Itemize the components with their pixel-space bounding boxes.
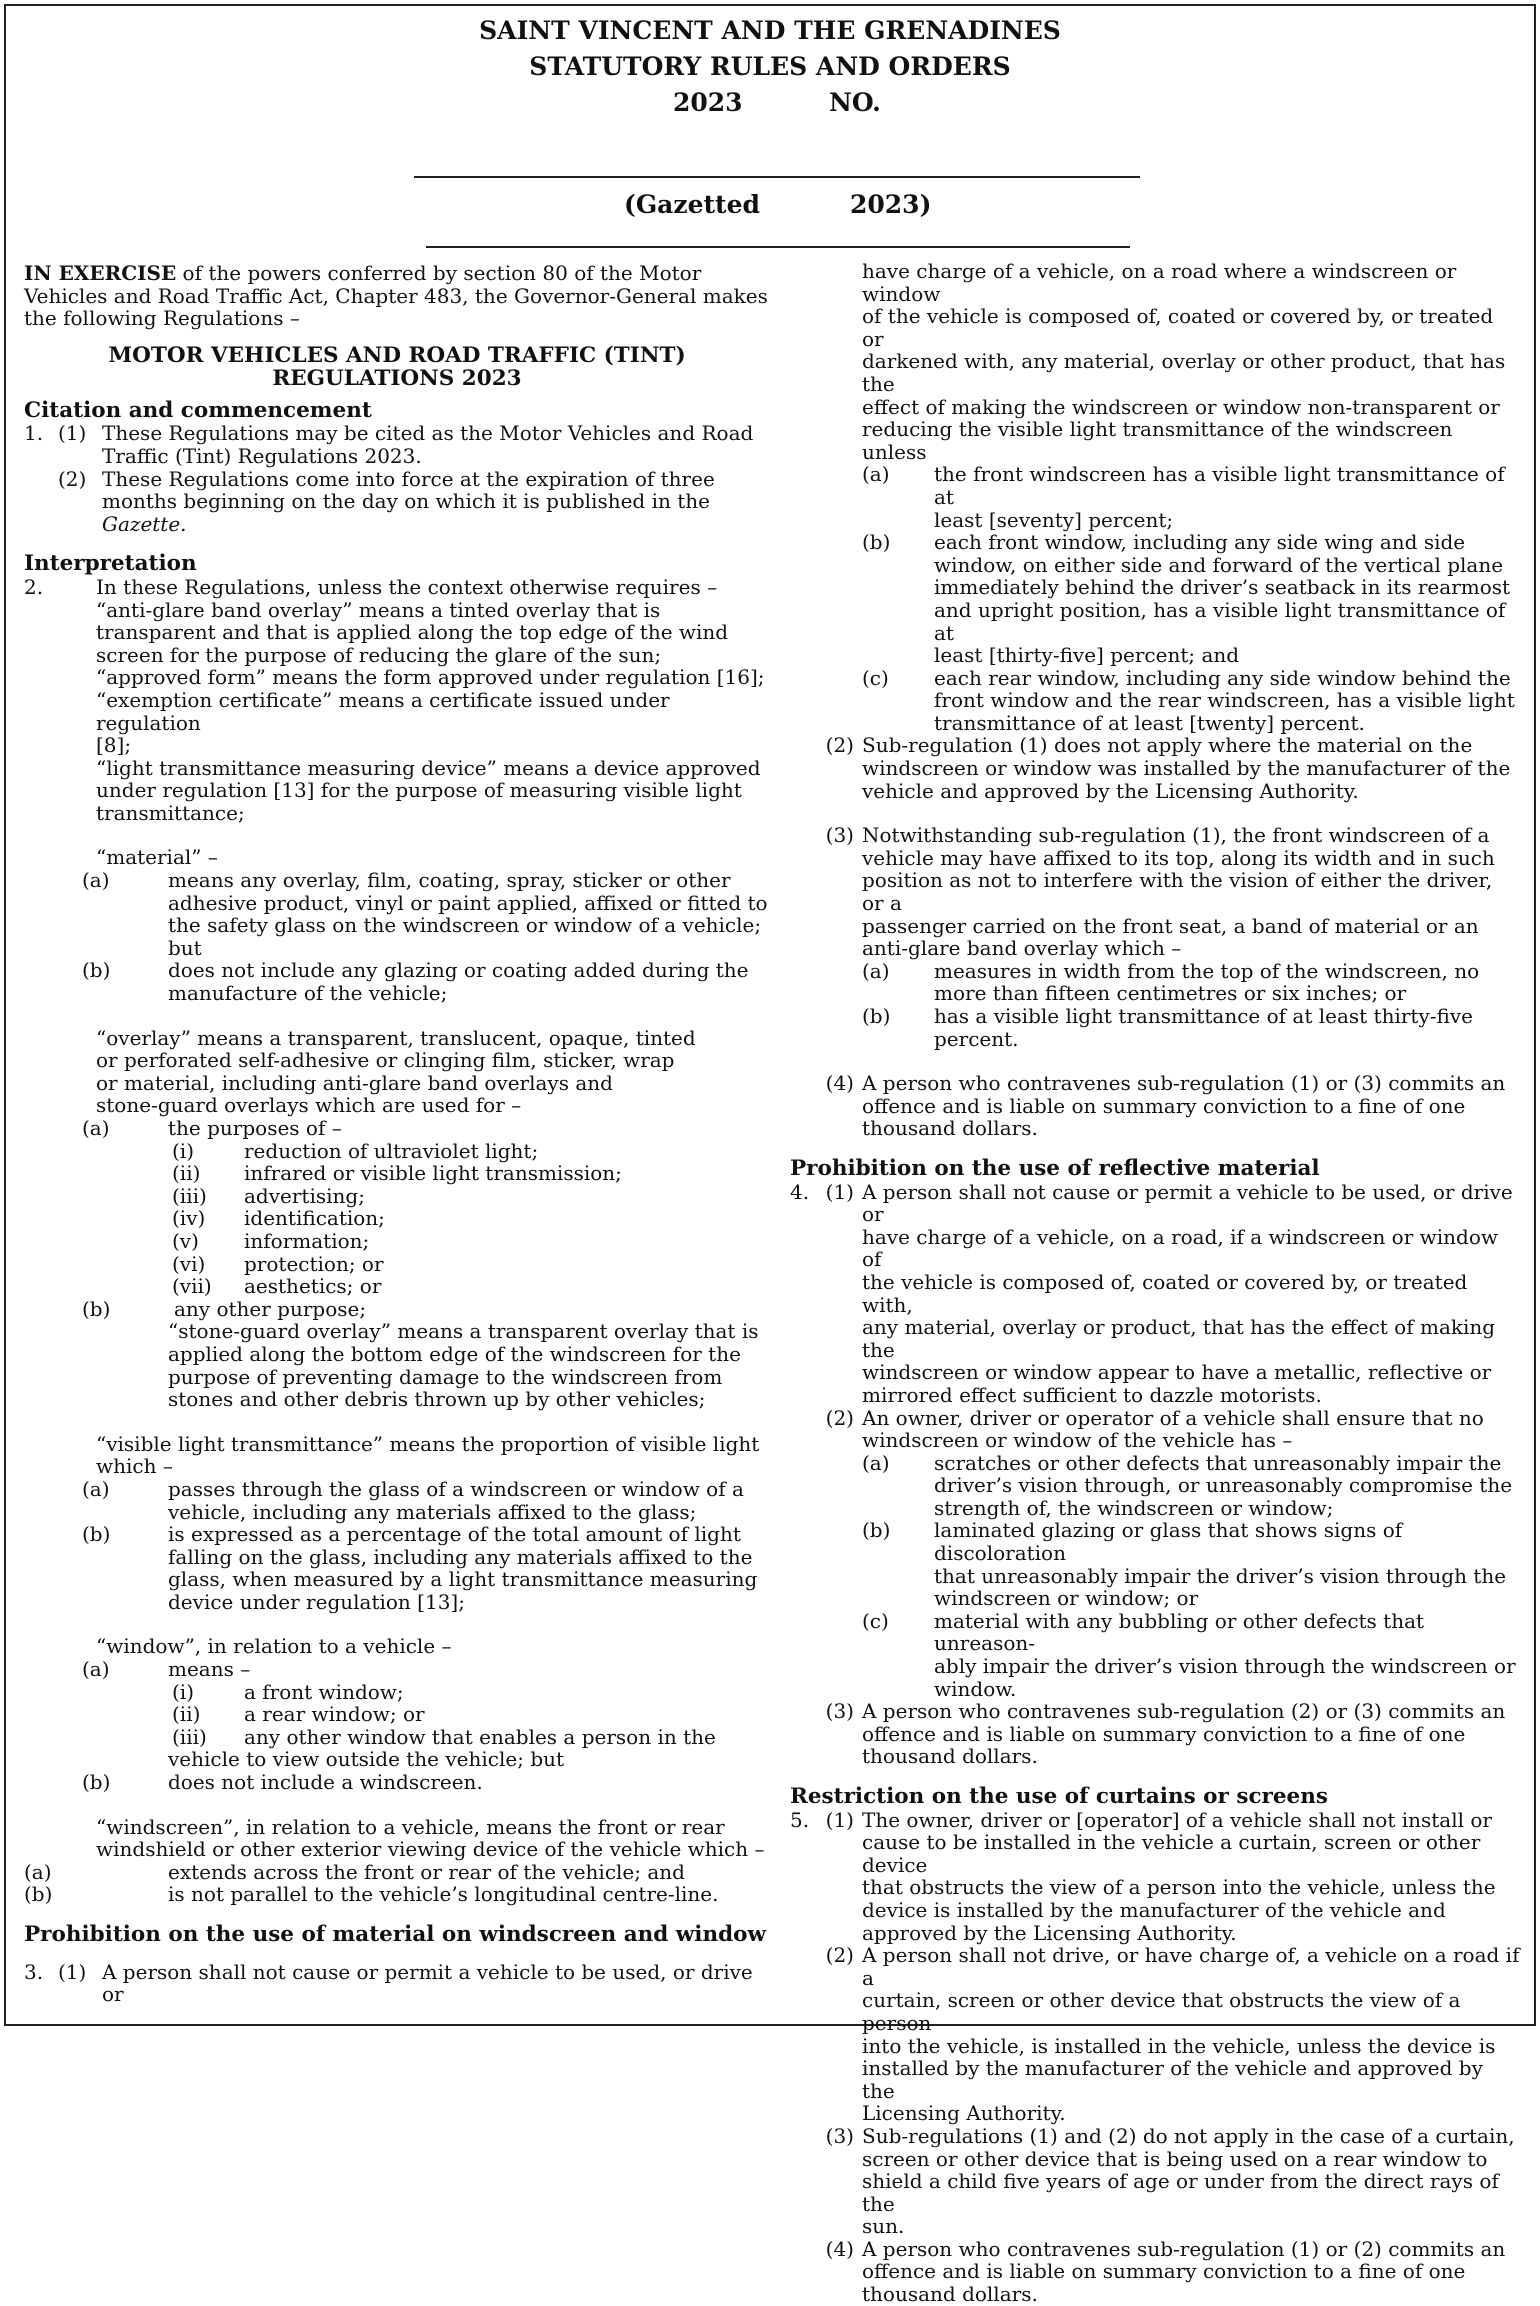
text-line: darkened with, any material, overlay or other product, that has the xyxy=(862,349,1506,396)
list-item: (c) material with any bubbling or other defects that unreason- xyxy=(862,1608,1425,1656)
right-column xyxy=(790,259,1520,2306)
reg-1-1: 1. (1) These Regulations may be cited as the Motor Vehicles and Road xyxy=(24,421,754,446)
text-line: “anti-glare band overlay” means a tinted overlay that is xyxy=(96,597,661,622)
definition-material: “material” – xyxy=(96,845,218,870)
text-line: that obstructs the view of a person into the vehicle, unless the xyxy=(862,1875,1496,1900)
text-line: vehicle may have affixed to its top, along its width and in such xyxy=(862,845,1495,870)
text-line: windscreen or window; or xyxy=(934,1586,1199,1611)
text-line: stone-guard overlays which are used for – xyxy=(96,1093,522,1118)
reg-5-1: 5. (1) The owner, driver or [operator] of a vehicle shall not install or xyxy=(790,1807,1492,1832)
text-line: transparent and that is applied along the top edge of the wind xyxy=(96,620,729,645)
list-item: (i) reduction of ultraviolet light; xyxy=(172,1138,539,1163)
text-line: screen or other device that is being used on a rear window to xyxy=(862,2146,1488,2171)
reg-4-1: 4. (1) A person shall not cause or permit a vehicle to be used, or drive or xyxy=(790,1179,1513,1227)
overlay-purposes-list xyxy=(24,1140,770,1298)
list-item: (b) any other purpose; xyxy=(82,1296,367,1321)
text-line: purpose of preventing damage to the windscreen from xyxy=(168,1364,723,1389)
list-item: (a) means – xyxy=(82,1657,251,1682)
list-item: (i) a front window; xyxy=(172,1679,404,1704)
reg-3-2: (2) Sub-regulation (1) does not apply where the material on the xyxy=(825,733,1473,758)
list-item: (b) does not include a windscreen. xyxy=(82,1770,483,1795)
text-line: vehicle and approved by the Licensing Authority. xyxy=(862,778,1359,803)
text-line: glass, when measured by a light transmittance measuring xyxy=(168,1567,758,1592)
definition-window: “window”, in relation to a vehicle – xyxy=(96,1634,452,1659)
preamble-line: the following Regulations – xyxy=(24,306,300,331)
list-item: (a) the purposes of – xyxy=(82,1116,342,1140)
text-line: falling on the glass, including any materials affixed to the xyxy=(168,1544,753,1569)
text-line: transmittance; xyxy=(96,800,245,825)
list-item: (c) each rear window, including any side window behind the xyxy=(862,665,1511,690)
definition-overlay: “overlay” means a transparent, translucent, opaque, tinted xyxy=(96,1025,696,1050)
text-line: strength of, the windscreen or window; xyxy=(934,1495,1334,1520)
text-line: vehicle to view outside the vehicle; but xyxy=(168,1747,565,1772)
text-line: thousand dollars. xyxy=(862,1116,1038,1141)
list-item: (vi) protection; or xyxy=(172,1251,384,1276)
text-line: approved by the Licensing Authority. xyxy=(862,1920,1237,1945)
heading-reflective: Prohibition on the use of reflective material xyxy=(790,1155,1320,1181)
definition-windscreen: “windscreen”, in relation to a vehicle, means the front or rear xyxy=(96,1814,725,1839)
text-line: windscreen or window appear to have a metallic, reflective or xyxy=(862,1360,1492,1385)
list-item: (b) is expressed as a percentage of the total amount of light xyxy=(82,1522,741,1547)
series-title: STATUTORY RULES AND ORDERS xyxy=(529,52,1011,81)
header-rule-bottom xyxy=(426,246,1130,248)
text-line: windscreen or window was installed by the manufacturer of the xyxy=(862,756,1511,781)
definition-vlt: “visible light transmittance” means the proportion of visible light xyxy=(96,1431,760,1456)
list-item: (b) does not include any glazing or coating added during the xyxy=(82,958,749,983)
text-line: more than fifteen centimetres or six inches; or xyxy=(934,981,1407,1006)
list-item: (b) laminated glazing or glass that shows signs of discoloration xyxy=(862,1518,1403,1566)
gazetted-label: (Gazetted xyxy=(624,190,760,219)
text-line: Gazette. xyxy=(102,511,187,536)
text-line: or perforated self-adhesive or clinging film, sticker, wrap xyxy=(96,1048,675,1073)
header-rule-top xyxy=(414,176,1140,178)
reg-3-4: (4) A person who contravenes sub-regulation (1) or (3) commits an xyxy=(825,1071,1506,1096)
text-line: the safety glass on the windscreen or window of a vehicle; xyxy=(168,913,762,938)
text-line: ably impair the driver’s vision through the windscreen or xyxy=(934,1654,1516,1679)
text-line: any material, overlay or product, that has the effect of making the xyxy=(862,1315,1496,1362)
text-line: of the vehicle is composed of, coated or covered by, or treated or xyxy=(862,304,1494,351)
text-line: percent. xyxy=(934,1026,1019,1051)
list-item: (a) passes through the glass of a windscreen or window of a xyxy=(82,1476,744,1501)
text-line: transmittance of at least [twenty] percent. xyxy=(934,710,1365,735)
text-line: and upright position, has a visible light transmittance of at xyxy=(934,597,1506,645)
list-item: (iii) any other window that enables a person in the xyxy=(172,1724,716,1749)
text-line: months beginning on the day on which it is published in the xyxy=(102,489,710,514)
text-line: screen for the purpose of reducing the glare of the sun; xyxy=(96,642,662,667)
reg-2: 2. In these Regulations, unless the context otherwise requires – xyxy=(24,574,718,599)
list-item: (a) extends across the front or rear of the vehicle; and xyxy=(24,1859,685,1884)
preamble: IN EXERCISE of the powers conferred by section 80 of the Motor xyxy=(24,261,702,285)
text-line: sun. xyxy=(862,2214,905,2239)
reg-5-4: (4) A person who contravenes sub-regulation (1) or (2) commits an xyxy=(825,2236,1506,2261)
list-item: (b) each front window, including any side wing and side xyxy=(862,530,1466,555)
list-item: (vii) aesthetics; or xyxy=(172,1274,382,1299)
text-line: offence and is liable on summary conviction to a fine of one xyxy=(862,2259,1466,2284)
text-line: stones and other debris thrown up by other vehicles; xyxy=(168,1387,706,1412)
year: 2023 xyxy=(673,88,743,117)
text-line: device under regulation [13]; xyxy=(168,1589,465,1614)
text-line: vehicle, including any materials affixed to the glass; xyxy=(168,1499,697,1524)
heading-prohibition-material: Prohibition on the use of material on windscreen and window xyxy=(24,1922,766,1947)
text-line: least [seventy] percent; xyxy=(934,507,1174,532)
reg-5-3: (3) Sub-regulations (1) and (2) do not apply in the case of a curtain, xyxy=(825,2123,1515,2148)
text-line: device is installed by the manufacturer of the vehicle and xyxy=(862,1897,1446,1922)
reg-5-2: (2) A person shall not drive, or have charge of, a vehicle on a road if a xyxy=(825,1943,1520,1990)
list-item: (b) is not parallel to the vehicle’s longitudinal centre-line. xyxy=(24,1882,719,1907)
text-line: shield a child five years of age or under from the direct rays of the xyxy=(862,2169,1499,2216)
text-line: adhesive product, vinyl or paint applied, affixed or fitted to xyxy=(168,890,768,915)
list-item: (ii) infrared or visible light transmission; xyxy=(172,1161,622,1186)
list-item: (a) measures in width from the top of the windscreen, no xyxy=(862,958,1480,983)
text-line: window. xyxy=(934,1676,1017,1701)
text-line: [8]; xyxy=(96,733,132,758)
text-line: offence and is liable on summary conviction to a fine of one xyxy=(862,1721,1466,1746)
text-line: window, on either side and forward of the vertical plane xyxy=(934,552,1504,577)
list-item: (b) has a visible light transmittance of at least thirty-five xyxy=(862,1004,1474,1028)
text-line: passenger carried on the front seat, a band of material or an xyxy=(862,913,1479,938)
text-line: under regulation [13] for the purpose of measuring visible light xyxy=(96,778,742,803)
heading-curtains: Restriction on the use of curtains or screens xyxy=(790,1784,1328,1809)
left-column xyxy=(24,262,770,2006)
text-line: into the vehicle, is installed in the vehicle, unless the device is xyxy=(862,2033,1496,2058)
text-line: but xyxy=(168,935,202,960)
text-line: windshield or other exterior viewing device of the vehicle which – xyxy=(96,1837,765,1862)
text-line: installed by the manufacturer of the vehicle and approved by the xyxy=(862,2056,1483,2103)
text-line: the vehicle is composed of, coated or covered by, or treated with, xyxy=(862,1269,1468,1317)
text-line: curtain, screen or other device that obstructs the view of a person xyxy=(862,1988,1461,2035)
text-line: anti-glare band overlay which – xyxy=(862,936,1182,961)
text-line: “exemption certificate” means a certificate issued under regulation xyxy=(96,687,670,735)
text-line: manufacture of the vehicle; xyxy=(168,981,448,1006)
text-line: that unreasonably impair the driver’s vision through the xyxy=(934,1563,1507,1588)
text-line: have charge of a vehicle, on a road, if a windscreen or window of xyxy=(862,1224,1498,1272)
reg-1-2: (2) These Regulations come into force at the expiration of three xyxy=(58,466,715,491)
list-item: (v) information; xyxy=(172,1228,370,1253)
text-line: reducing the visible light transmittance of the windscreen unless xyxy=(862,417,1453,464)
definition-stone-guard: “stone-guard overlay” means a transparent overlay that is xyxy=(168,1319,759,1344)
text-line: mirrored effect sufficient to dazzle motorists. xyxy=(862,1382,1322,1407)
reg-4-3: (3) A person who contravenes sub-regulation (2) or (3) commits an xyxy=(825,1699,1506,1724)
text-line: effect of making the windscreen or window non-transparent or xyxy=(862,394,1500,419)
no-label: NO. xyxy=(829,88,881,117)
text-line: least [thirty-five] percent; and xyxy=(934,643,1240,668)
text-line: cause to be installed in the vehicle a curtain, screen or other device xyxy=(862,1830,1481,1877)
reg-3-3: (3) Notwithstanding sub-regulation (1), the front windscreen of a xyxy=(825,823,1490,848)
list-item: (a) the front windscreen has a visible light transmittance of at xyxy=(862,462,1505,509)
text-line: Traffic (Tint) Regulations 2023. xyxy=(102,443,422,468)
heading-citation: Citation and commencement xyxy=(24,397,372,423)
list-item: (iv) identification; xyxy=(172,1206,385,1231)
preamble-line: Vehicles and Road Traffic Act, Chapter 483, the Governor-General makes xyxy=(24,283,768,308)
text-line: “approved form” means the form approved under regulation [16]; xyxy=(96,665,765,690)
text-line: thousand dollars. xyxy=(862,2282,1038,2306)
country-title: SAINT VINCENT AND THE GRENADINES xyxy=(479,16,1061,45)
text-line: have charge of a vehicle, on a road where a windscreen or window xyxy=(862,259,1457,306)
text-line: position as not to interfere with the vision of either the driver, or a xyxy=(862,868,1493,916)
list-item: (a) scratches or other defects that unreasonably impair the xyxy=(862,1450,1502,1475)
text-line: Licensing Authority. xyxy=(862,2101,1066,2126)
text-line: front window and the rear windscreen, has a visible light xyxy=(934,688,1515,713)
text-line: driver’s vision through, or unreasonably compromise the xyxy=(934,1473,1513,1498)
list-item: (a) means any overlay, film, coating, spray, sticker or other xyxy=(82,868,731,893)
text-line: windscreen or window of the vehicle has – xyxy=(862,1428,1293,1453)
regulations-title: MOTOR VEHICLES AND ROAD TRAFFIC (TINT) REGULATIONS 2023 xyxy=(108,342,686,391)
list-item: (iii) advertising; xyxy=(172,1183,365,1208)
list-item: (ii) a rear window; or xyxy=(172,1702,425,1727)
gazetted-year: 2023) xyxy=(850,190,932,219)
reg-4-2: (2) An owner, driver or operator of a vehicle shall ensure that no xyxy=(825,1405,1484,1430)
text-line: offence and is liable on summary conviction to a fine of one xyxy=(862,1093,1466,1118)
reg-3-1: 3. (1) A person shall not cause or permit a vehicle to be used, or drive or xyxy=(24,1959,753,2007)
heading-interpretation: Interpretation xyxy=(24,551,197,577)
text-line: or material, including anti-glare band overlays and xyxy=(96,1070,613,1095)
text-line: thousand dollars. xyxy=(862,1744,1038,1769)
text-line: which – xyxy=(96,1454,173,1479)
text-line: applied along the bottom edge of the windscreen for the xyxy=(168,1341,741,1366)
text-line: “light transmittance measuring device” means a device approved xyxy=(96,755,761,780)
text-line: immediately behind the driver’s seatback in its rearmost xyxy=(934,575,1511,600)
